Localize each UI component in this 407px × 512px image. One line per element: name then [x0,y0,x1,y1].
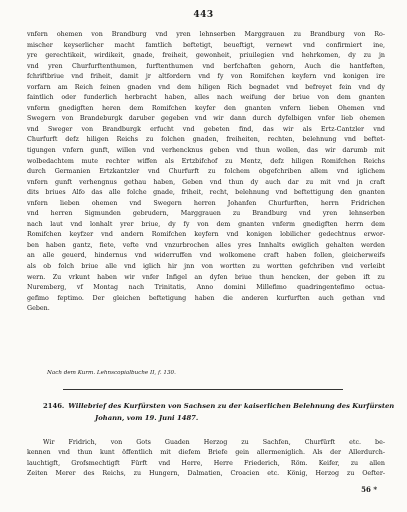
text-line: tigungen vnfern gunft, willen vnd verhencknus geben vnd thun wollen, das wir darumb mit [27,147,385,155]
text-line: faintlich oder funderlich herbracht haben, alles nach weifung der briue von dem gnanten [27,94,385,102]
text-line: Churfurft defz hiligen Reichs zu folchen gnaden, freiheiten, rechten, belehnung vnd beftet- [27,136,385,144]
text-line: vnfern lieben ohemen vnd Swegern herren Johanfen Churfurften, herrn Fridrichen [27,199,385,207]
entry-title-line-1 [43,401,395,413]
text-line: gefimo feptimo. Der gleichen beftetigung haben die anderen kurfurften auch gethan vnd [27,294,385,302]
signature-mark: 56 * [361,485,377,494]
entry-number: 2146. [43,402,65,410]
entry-text-line: Zeiten Merer des Reichs, zu Hungern, Dalmatien, Croacien etc. König, Herzog zu Oefter- [27,470,385,478]
text-line: Romifchen keyfzer vnd andern Romifchen keyfern vnd konigen lobilicher gedechtnus erwor- [27,231,385,239]
text-line: Geben. [27,305,50,313]
text-line: als ob folch briue alle vnd iglich hir jnn von wortten zu wortten gefchriben vnd verleibt [27,263,385,271]
entry-heading [43,401,395,424]
entry-text-line: kennen vnd thun kunt öffentlich mit diefem Briefe gein allermeniglich. Als der Allerdurch- [27,449,385,457]
entry-title-line-2: Johann, vom 19. Juni 1487. [95,413,199,422]
text-line: vnd yren Churfurftenthumen, furftenthumen vnd berfchaften gehorn, Auch die hantfeften, [27,62,385,70]
text-line: Swegern von Brandeburgk daruber gegeben vnd wir dann durch dyfelbigen vnfer lieb ohemen [27,115,385,123]
text-line: vnd Sweger von Brandburgk erfucht vnd gebeten find, das wir als Ertz-Cantzler vnd [27,125,385,133]
section-divider [63,389,343,390]
text-line: mischer keyserlicher macht famtlich beftetigt, beueftigt, vernewt vnd confirmiert ine, [27,41,385,49]
text-line: yre gerechtikeit, wirdikeit, gnade, freiheit, gewonheit, priuilegien vnd hehrkomen, dy zu jn [27,52,385,60]
source-note: Nach dem Kurm. Lehnscopialbuche II, f. 130. [47,370,176,376]
text-line: nach laut vnd lonhalt yrer briue, dy fy von dem gnanten vnferm gnedigften herrn dem [27,220,385,228]
page-number: 443 [193,10,214,20]
text-line: vnferm gnedigften heren dem Romifchen keyfer den gnanten vnfern lieben Ohemen vnd [27,104,385,112]
text-line: wern. Zu vrkunt haben wir vnfer Infigel an dyfen briue thun hencken, der geben ift zu [27,273,385,281]
text-line: dits briues Alfo das alle folche gnade, friheit, recht, belehnung vnd beftettigung den gnanten [27,189,385,197]
text-line: vnd herren Sigmunden gebrudern, Marggrauen zu Brandburg vnd yren lehnserben [27,210,385,218]
text-line: an alle geuerd, hindernus vnd widerruffen vnd wolkomene craft haben follen, gleicherweifs [27,252,385,260]
entry-text-line: lauchtigft, Grofsmechtigft Fürft vnd Herre, Herre Friederich, Röm. Keifer, zu allen [27,459,385,467]
text-line: durch Germanien Ertzkantzler vnd Churfurft zu folchem obgefchriben allem vnd iglichem [27,168,385,176]
entry-text [27,438,385,480]
text-line: ben haben gantz, fiete, vefte vnd vnzurbrochen alles yres Innhalts ewiglich gehalten werden [27,241,385,249]
text-line: wolbedachtem mute rechter wiffen als Ertzbifchof zu Mentz, defz hiligen Romifchen Reichs [27,157,385,165]
text-line: vnfern gunft verhengnus gethau haben, Geben vnd thun dy auch dar zu mit vnd jn craft [27,178,385,186]
charter-text [27,30,385,315]
text-line: Nuremberg, vf Montag nach Trinitatis, Anno domini Millefimo quadringentefimo octua- [27,284,385,292]
entry-title-text: Willebrief des Kurfürsten von Sachsen zu der kaiserlichen Belehnung des Kurfürsten [68,402,395,410]
text-line: vorfarn am Reich feinen gnaden vnd dem hiligen Rich begnadet vnd befreyet fein vnd dy [27,83,385,91]
text-line: fchriftbriue vnd friheit, damit jr altfordern vnd fy von Romifchen keyfern vnd konigen ire [27,73,385,81]
text-line: vnfern ohemen von Brandburg vnd yren lehnserben Marggrauen zu Brandburg von Ro- [27,31,385,38]
entry-text-line: Wir Fridrich, von Gots Guaden Herzog zu Sachfen, Churfürft etc. be- [43,439,385,446]
